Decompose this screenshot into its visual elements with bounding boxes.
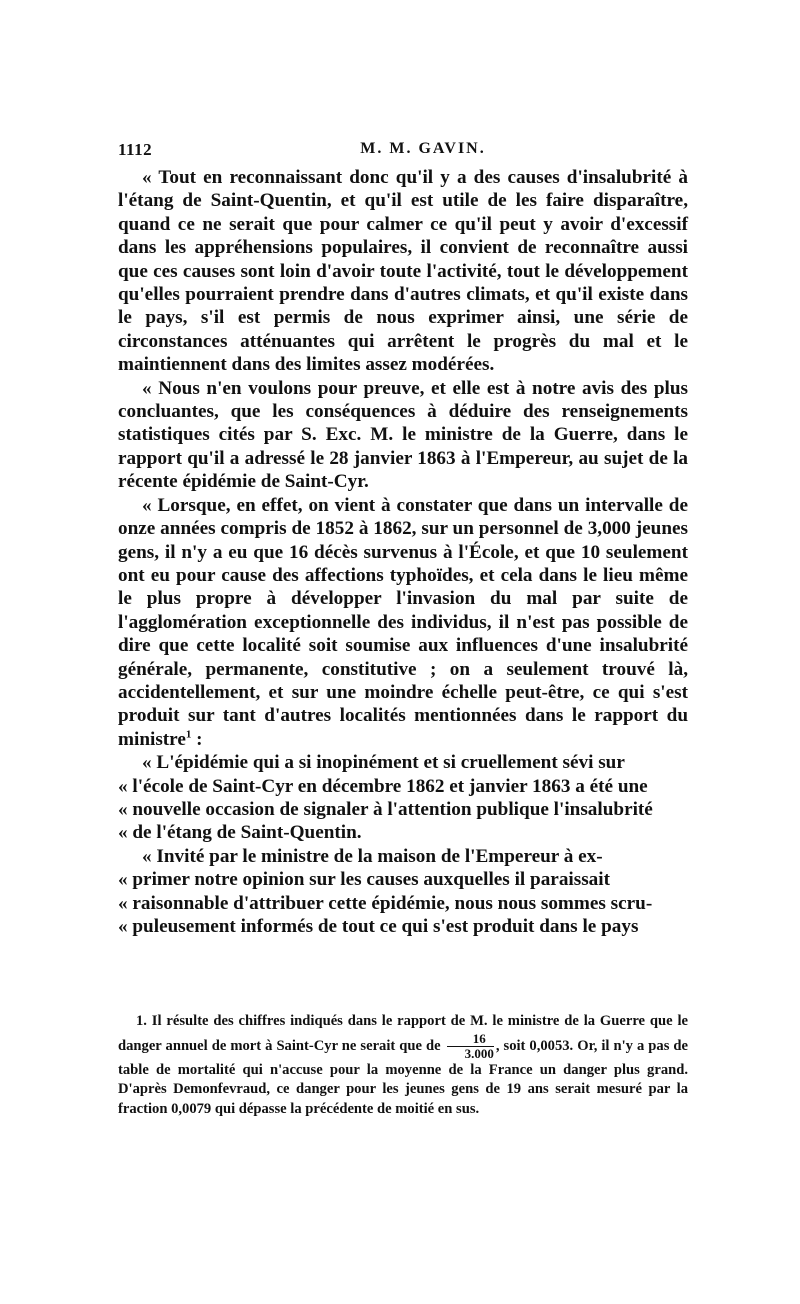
quote-line: « l'école de Saint-Cyr en décembre 1862 et janvier 1863 a été une <box>118 775 648 797</box>
page-number: 1112 <box>118 140 153 159</box>
fraction-denominator: 3.000 <box>464 1045 494 1061</box>
footnote-paragraph <box>118 1012 688 1119</box>
footnote-ref: 1 <box>185 728 192 741</box>
quote-line: « Invité par le ministre de la maison de l'Empereur à ex- <box>142 845 603 867</box>
running-head: M. M. GAVIN. <box>360 140 486 157</box>
paragraph-text: « Lorsque, en effet, on vient à constater que dans un intervalle de onze années compris de 1852 à 1862, sur un personnel de 3,000 jeunes gens, il n'y a eu que 16 décès survenus à l'École, et que 10 seulement ont eu pour cause des affections typhoïdes, et cela dans le lieu même le plus propre à développer l'invasion du mal par suite de l'agglomération exceptionnelle des individus, il n'est pas possible de dire que cette localité soit soumise aux influences d'une insalubrité générale, permanente, constitutive ; on a seulement trouvé là, accidentellement, et sur une moindre échelle peut-être, ce qui s'est produit sur tant d'autres localités mentionnées dans le rapport du ministre <box>118 494 688 750</box>
quote-line: « de l'étang de Saint-Quentin. <box>118 822 362 844</box>
footnote-text: , soit 0,0053. Or, il n'y a pas de table de mortalité qui n'accuse pour la moyenne de la France un danger plus grand. D'après Demonfevraud, ce danger pour les jeunes gens de 19 ans serait mesuré par la fraction 0,0079 qui dépasse la précédente de moitié en sus. <box>118 1037 688 1117</box>
paragraph-end: : <box>191 728 203 750</box>
fraction-numerator: 16 <box>447 1032 494 1047</box>
body-text <box>118 166 688 938</box>
paragraph: « Nous n'en voulons pour preuve, et elle est à notre avis des plus concluantes, que les conséquences à déduire des renseignements statistiques cités par S. Exc. M. le ministre de la Guerre, dans le rapport qu'il a adressé le 28 janvier 1863 à l'Empereur, au sujet de la récente épidémie de Saint-Cyr. <box>118 377 688 493</box>
quote-line: « raisonnable d'attribuer cette épidémie, nous nous sommes scru- <box>118 892 653 914</box>
quote-line: « primer notre opinion sur les causes auxquelles il paraissait <box>118 869 610 891</box>
footnote-text: 1. Il résulte des chiffres indiqués dans le rapport de M. le ministre de la Guerre que le danger annuel de mort à Saint-Cyr ne serait que de <box>118 1013 688 1054</box>
paragraph <box>118 494 688 751</box>
quote-line: « nouvelle occasion de signaler à l'attention publique l'insalubrité <box>118 798 653 820</box>
quote-line: « puleusement informés de tout ce qui s'est produit dans le pays <box>118 916 639 937</box>
footnote <box>118 1012 688 1119</box>
fraction <box>447 1032 494 1061</box>
quote-line: « L'épidémie qui a si inopinément et si cruellement sévi sur <box>142 752 625 774</box>
paragraph: « Tout en reconnaissant donc qu'il y a des causes d'insalubrité à l'étang de Saint-Quentin, et qu'il est utile de les faire disparaître, quand ce ne serait que pour calmer ce qu'il peut y avoir d'excessif dans les appréhensions populaires, il convient de reconnaître aussi que ces causes sont loin d'avoir toute l'activité, tout le développement qu'elles pourraient prendre dans d'autres climats, et qu'il existe dans le pays, s'il est permis de nous exprimer ainsi, une série de circonstances atténuantes qui arrêtent le progrès du mal et le maintiennent dans des limites assez modérées. <box>118 167 688 376</box>
